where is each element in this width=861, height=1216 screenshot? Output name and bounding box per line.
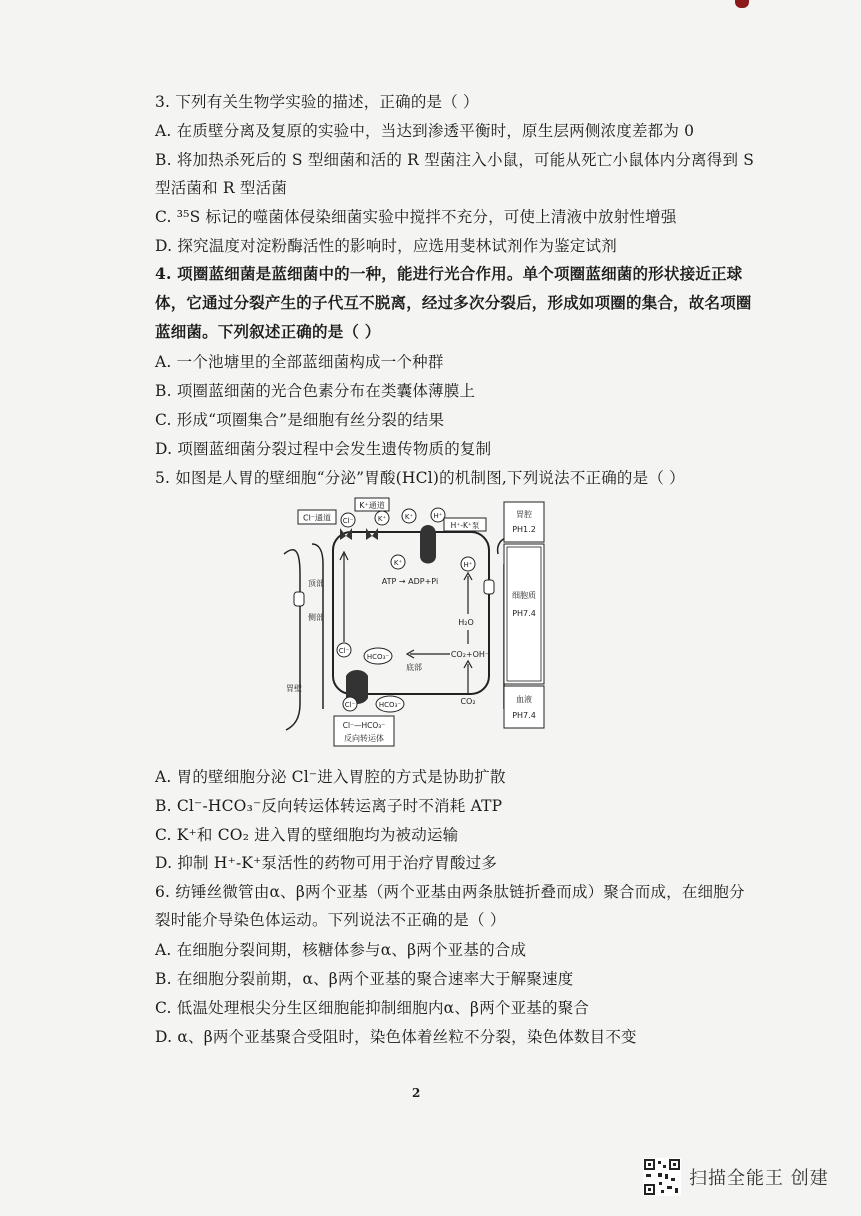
cl-ion-inside-label: Cl⁻ bbox=[338, 647, 350, 655]
qr-code-icon bbox=[643, 1158, 681, 1196]
apical-label: 顶部 bbox=[308, 579, 324, 588]
cytoplasm-ph: PH7.4 bbox=[512, 609, 536, 618]
corner-mark bbox=[735, 0, 749, 8]
k-ion-top-2-label: K⁺ bbox=[404, 513, 414, 521]
q3-option-d: D. 探究温度对淀粉酶活性的影响时，应选用斐林试剂作为鉴定试剂 bbox=[155, 237, 617, 255]
q5-stem: 5. 如图是人胃的壁细胞“分泌”胃酸(HCl)的机制图,下列说法不正确的是（ ） bbox=[155, 469, 685, 487]
basal-label: 底部 bbox=[406, 663, 422, 672]
cl-ion-top-label: Cl⁻ bbox=[342, 517, 354, 525]
q5-option-b: B. Cl⁻-HCO₃⁻反向转运体转运离子时不消耗 ATP bbox=[155, 797, 503, 815]
q5-option-d: D. 抑制 H⁺-K⁺泵活性的药物可用于治疗胃酸过多 bbox=[155, 854, 498, 872]
hk-pump-label: H⁺-K⁺泵 bbox=[450, 521, 480, 530]
stomach-wall-line bbox=[284, 550, 300, 730]
q4-stem-line3: 蓝细菌。下列叙述正确的是（ ） bbox=[155, 322, 381, 341]
q6-option-b: B. 在细胞分裂前期，α、β两个亚基的聚合速率大于解聚速度 bbox=[155, 970, 574, 988]
cl-channel-label: Cl⁻通道 bbox=[302, 513, 332, 523]
q3-option-a: A. 在质壁分离及复原的实验中，当达到渗透平衡时，原生层两侧浓度差都为 0 bbox=[155, 122, 695, 140]
antiporter-label-2: 反向转运体 bbox=[344, 734, 384, 743]
q4-stem-line1: 4. 项圈蓝细菌是蓝细菌中的一种，能进行光合作用。单个项圈蓝细菌的形状接近正球 bbox=[155, 264, 743, 283]
parietal-cell-diagram bbox=[278, 494, 578, 750]
q6-option-c: C. 低温处理根尖分生区细胞能抑制细胞内α、β两个亚基的聚合 bbox=[155, 999, 590, 1017]
cytoplasm-label: 细胞质 bbox=[512, 591, 536, 600]
lumen-box bbox=[504, 502, 544, 542]
lateral-label: 侧部 bbox=[308, 613, 324, 622]
hk-pump-shape bbox=[420, 525, 436, 564]
lumen-label: 胃腔 bbox=[516, 510, 532, 519]
co2-label: CO₂ bbox=[460, 697, 476, 706]
k-channel-shape bbox=[366, 528, 378, 540]
k-channel-label: K⁺通道 bbox=[359, 501, 385, 510]
lumen-ph: PH1.2 bbox=[512, 525, 536, 534]
q4-option-c: C. 形成“项圈集合”是细胞有丝分裂的结果 bbox=[155, 411, 445, 429]
q6-option-a: A. 在细胞分裂间期，核糖体参与α、β两个亚基的合成 bbox=[155, 941, 527, 959]
q4-option-b: B. 项圈蓝细菌的光合色素分布在类囊体薄膜上 bbox=[155, 382, 476, 400]
q4-option-d: D. 项圈蓝细菌分裂过程中会发生遗传物质的复制 bbox=[155, 440, 492, 458]
junction-left bbox=[294, 592, 304, 606]
k-ion-top-1-label: K⁺ bbox=[377, 515, 387, 523]
antiporter-label-1: Cl⁻—HCO₃⁻ bbox=[342, 721, 386, 730]
q5-option-c: C. K⁺和 CO₂ 进入胃的壁细胞均为被动运输 bbox=[155, 826, 459, 844]
q3-option-c: C. ³⁵S 标记的噬菌体侵染细菌实验中搅拌不充分，可使上清液中放射性增强 bbox=[155, 208, 677, 226]
k-ion-inside-label: K⁺ bbox=[393, 559, 403, 567]
q6-stem-line1: 6. 纺锤丝微管由α、β两个亚基（两个亚基由两条肽链折叠而成）聚合而成，在细胞分 bbox=[155, 883, 745, 901]
h-ion-top-label: H⁺ bbox=[433, 512, 443, 520]
co2-oh-label: CO₂+OH⁻ bbox=[450, 650, 490, 659]
stomach-wall-label: 胃壁 bbox=[286, 684, 302, 693]
cl-channel-shape bbox=[340, 528, 352, 540]
blood-box bbox=[504, 686, 544, 728]
page-number: 2 bbox=[412, 1086, 421, 1100]
q3-option-b-line2: 型活菌和 R 型活菌 bbox=[155, 179, 288, 197]
blood-label: 血液 bbox=[516, 695, 532, 704]
adjacent-membrane-left bbox=[312, 544, 323, 709]
water-label: H₂O bbox=[458, 618, 474, 627]
q3-stem: 3. 下列有关生物学实验的描述，正确的是（ ） bbox=[155, 93, 479, 111]
h-ion-inside-label: H⁺ bbox=[463, 561, 473, 569]
q3-option-b-line1: B. 将加热杀死后的 S 型细菌和活的 R 型菌注入小鼠，可能从死亡小鼠体内分离得到 S bbox=[155, 151, 755, 169]
q6-option-d: D. α、β两个亚基聚合受阻时，染色体着丝粒不分裂，染色体数目不变 bbox=[155, 1028, 637, 1046]
junction-right bbox=[484, 580, 494, 594]
q5-option-a: A. 胃的壁细胞分泌 Cl⁻进入胃腔的方式是协助扩散 bbox=[155, 768, 506, 786]
q4-option-a: A. 一个池塘里的全部蓝细菌构成一个种群 bbox=[155, 353, 444, 371]
scanner-watermark bbox=[643, 1157, 843, 1197]
atp-reaction: ATP → ADP+Pi bbox=[381, 577, 439, 586]
q6-stem-line2: 裂时能介导染色体运动。下列说法不正确的是（ ） bbox=[155, 911, 506, 929]
blood-ph: PH7.4 bbox=[512, 711, 536, 720]
q4-stem-line2: 体，它通过分裂产生的子代互不脱离，经过多次分裂后，形成如项圈的集合，故名项圈 bbox=[155, 293, 752, 312]
watermark-text: 扫描全能王 创建 bbox=[689, 1168, 829, 1189]
cl-ion-bottom-label: Cl⁻ bbox=[344, 701, 356, 709]
hco3-ion-bottom-label: HCO₃⁻ bbox=[378, 701, 402, 709]
hco3-ion-inside-label: HCO₃⁻ bbox=[366, 653, 390, 661]
